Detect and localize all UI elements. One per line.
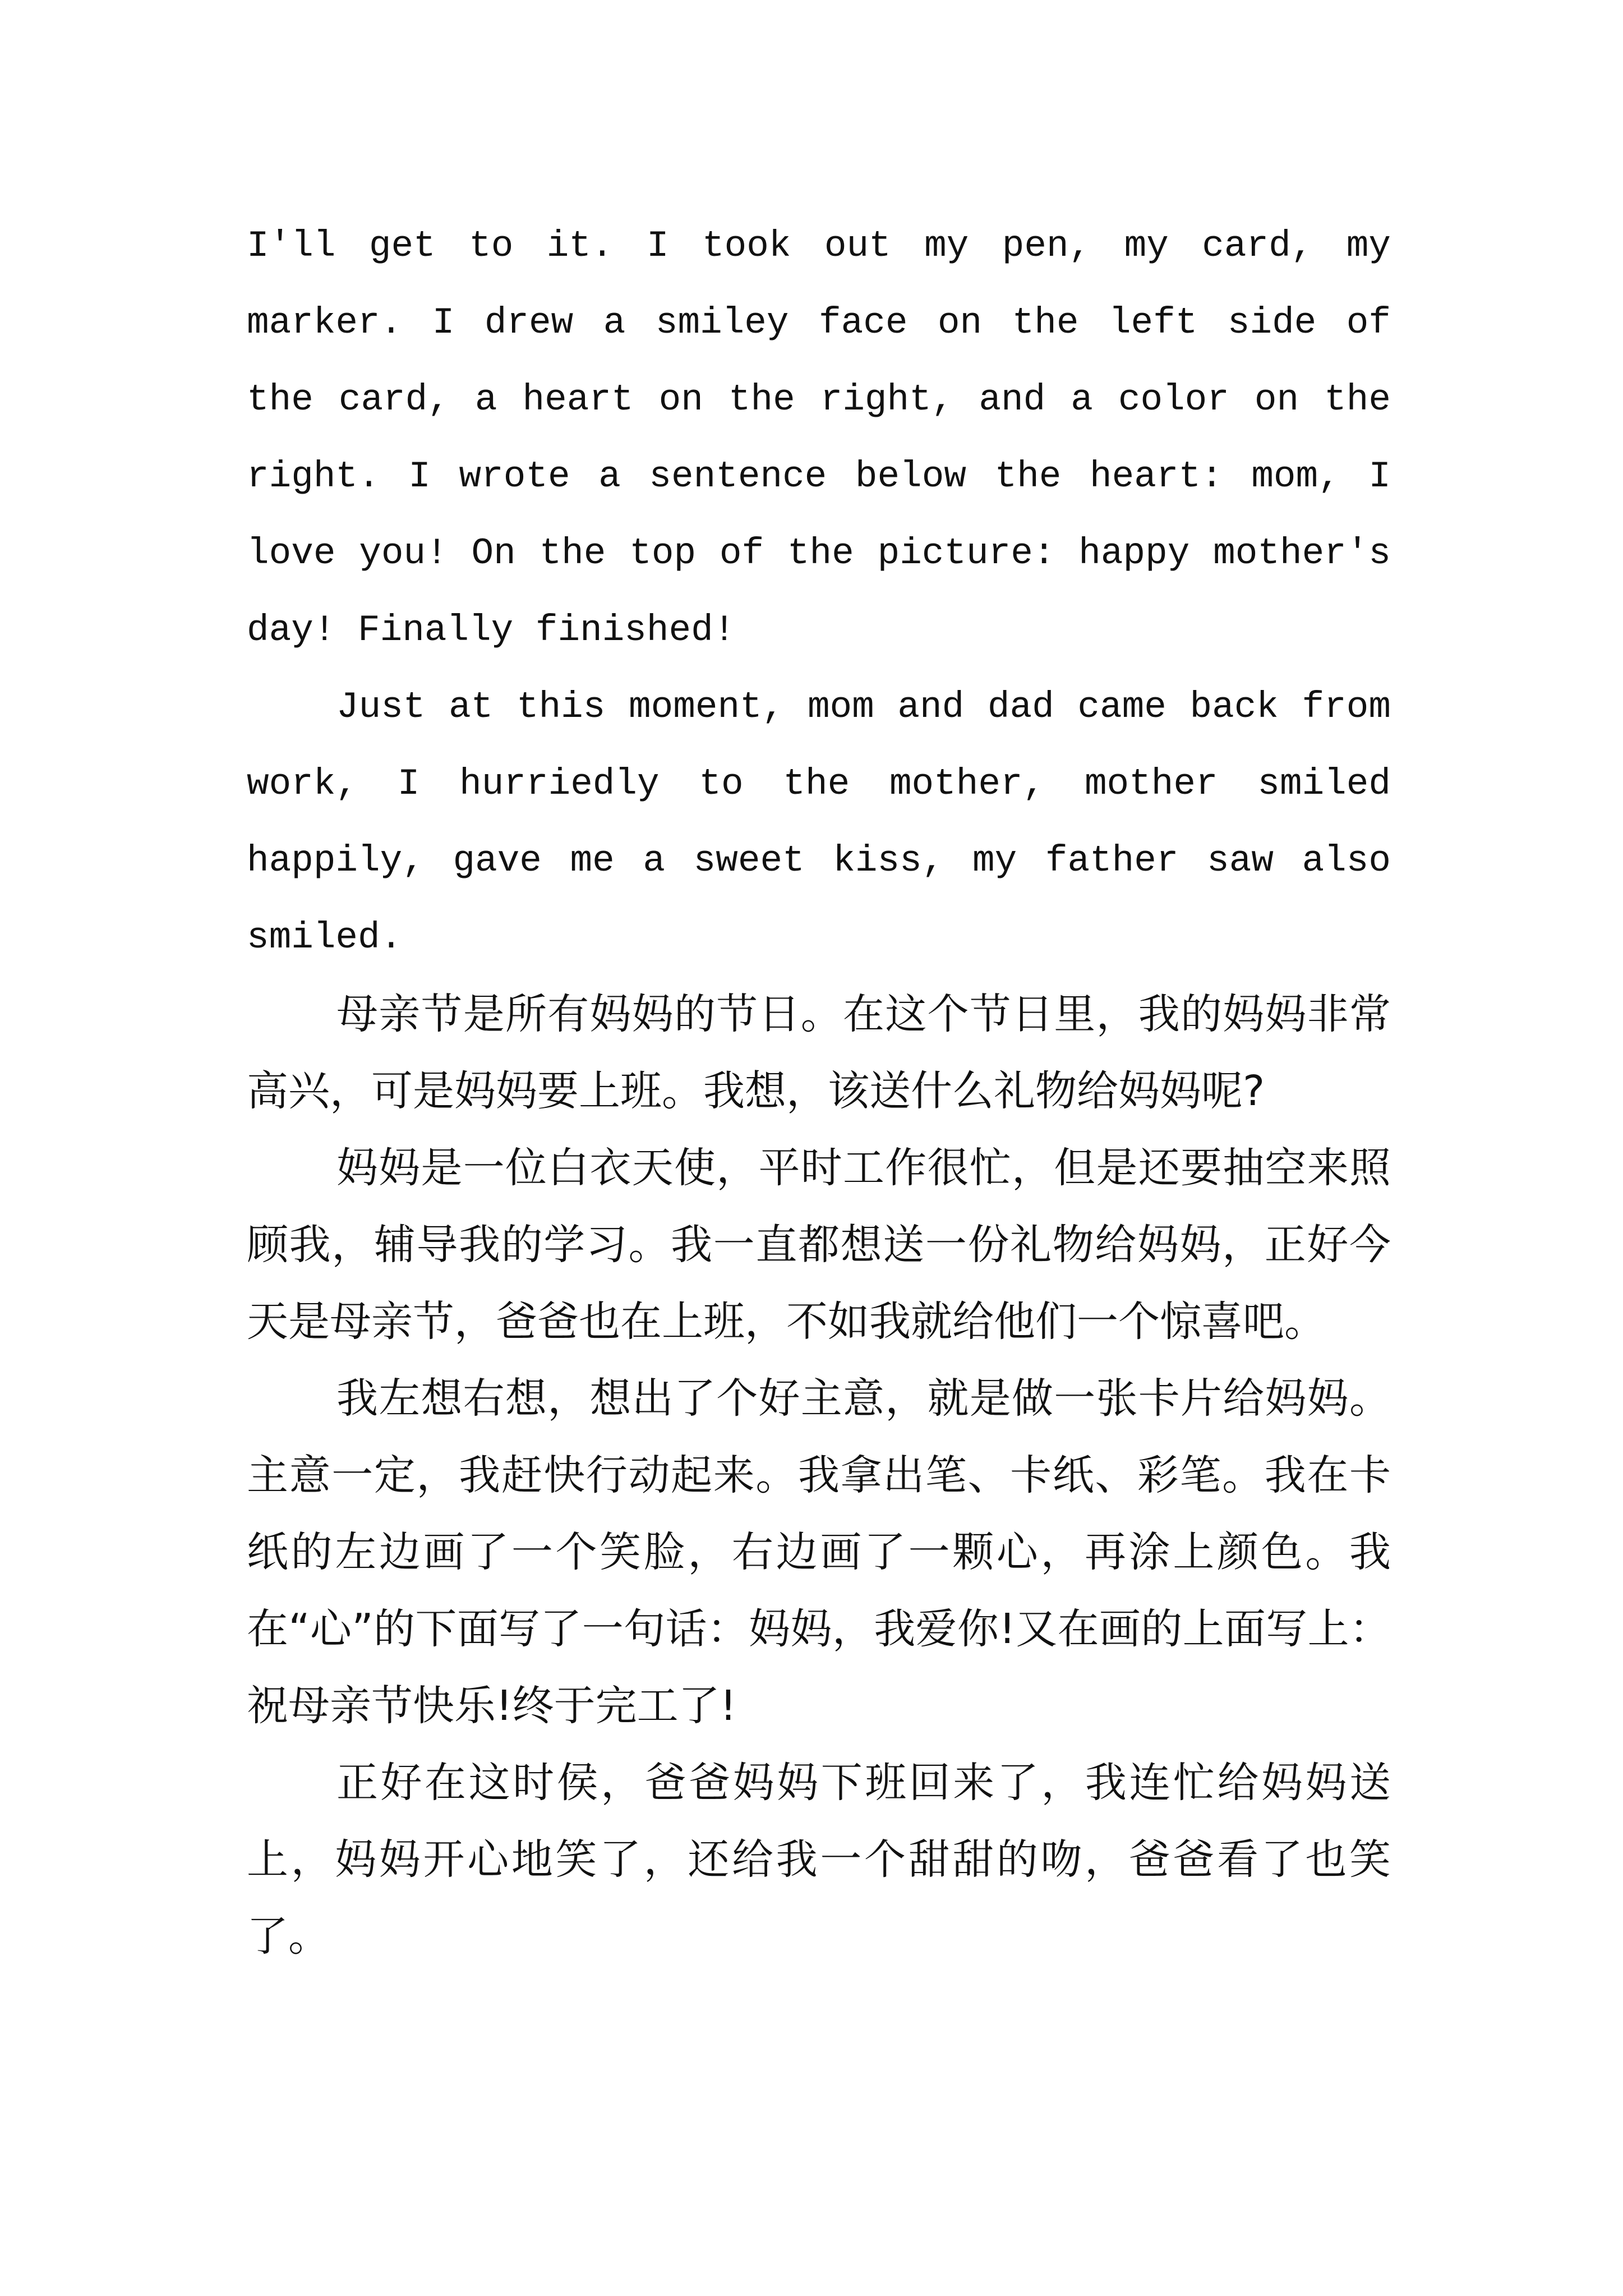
chinese-paragraph: 妈妈是一位白衣天使，平时工作很忙，但是还要抽空来照顾我，辅导我的学习。我一直都想送一份礼物给妈妈，正好今天是母亲节，爸爸也在上班，不如我就给他们一个惊喜吧。	[247, 1144, 1391, 1346]
chinese-text-block	[247, 976, 1391, 1975]
chinese-paragraph: 正好在这时侯，爸爸妈妈下班回来了，我连忙给妈妈送上，妈妈开心地笑了，还给我一个甜甜的吻，爸爸看了也笑了。	[247, 1759, 1391, 1961]
english-paragraph-continued: I'll get to it. I took out my pen, my card, my marker. I drew a smiley face on the left side of the card, a heart on the right, and a color on the right. I wrote a sentence below the heart: mom, I love you! On the top of the picture: happy mother's day! Finally finished!	[247, 225, 1391, 651]
chinese-paragraph: 我左想右想，想出了个好主意，就是做一张卡片给妈妈。主意一定，我赶快行动起来。我拿出笔、卡纸、彩笔。我在卡纸的左边画了一个笑脸，右边画了一颗心，再涂上颜色。我在“心”的下面写了一句话：妈妈，我爱你!又在画的上面写上：祝母亲节快乐!终于完工了!	[247, 1374, 1391, 1730]
chinese-paragraph: 母亲节是所有妈妈的节日。在这个节日里，我的妈妈非常高兴，可是妈妈要上班。我想，该送什么礼物给妈妈呢?	[247, 990, 1391, 1115]
english-text-block	[247, 208, 1391, 976]
english-paragraph: Just at this moment, mom and dad came back from work, I hurriedly to the mother, mother smiled happily, gave me a sweet kiss, my father saw also smiled.	[247, 686, 1391, 959]
